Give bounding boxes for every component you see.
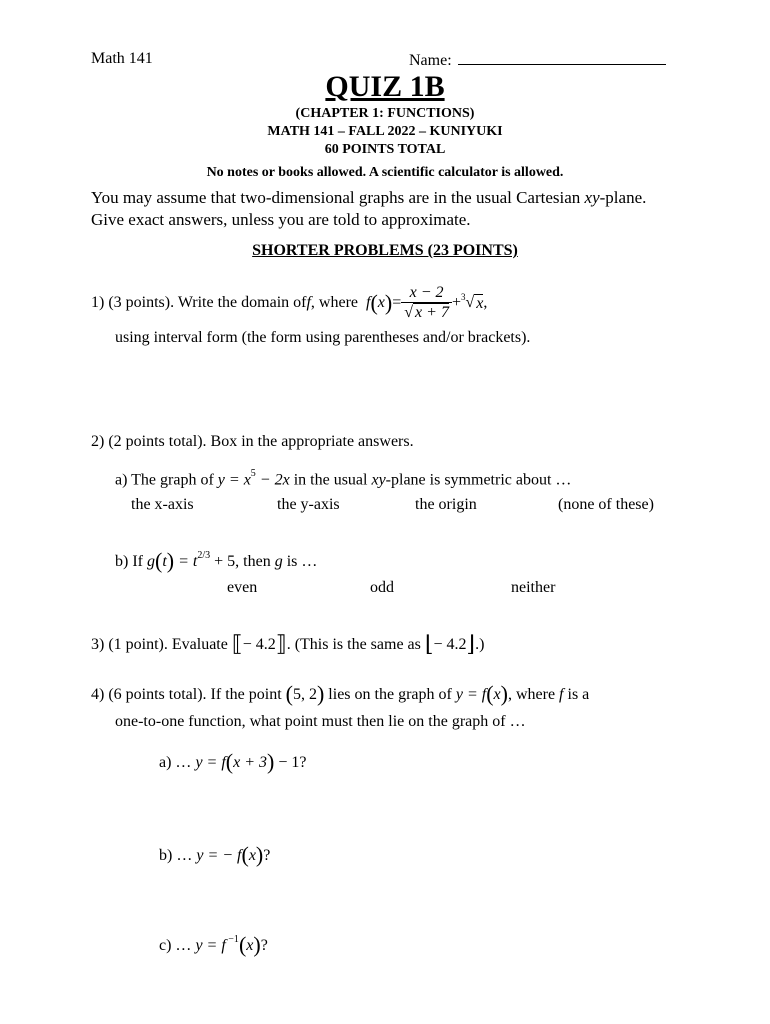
question-1-line-2: using interval form (the form using parentheses and/or brackets). <box>115 329 531 346</box>
question-3: 3) (1 point). Evaluate ⟦− 4.2⟧. (This is the same as ⌊− 4.2⌋.) <box>91 631 485 656</box>
question-2a: a) The graph of $y = x^5 - 2x$ in the usual xy-plane is symmetric about … <box>115 468 572 489</box>
points-total: 60 POINTS TOTAL <box>324 142 446 157</box>
chapter-subtitle: (CHAPTER 1: FUNCTIONS) <box>295 106 475 121</box>
choice-none[interactable]: (none of these) <box>558 496 654 513</box>
name-blank-line[interactable] <box>458 50 666 65</box>
course-label: Math 141 <box>91 50 153 67</box>
domain-fraction: $\frac{x - 2}{√ x + 7}$ <box>401 284 452 321</box>
choice-y-axis[interactable]: the y-axis <box>277 496 340 513</box>
question-2: 2) (2 points total). Box in the appropriate answers. <box>91 433 414 450</box>
course-term-subtitle: MATH 141 – FALL 2022 – KUNIYUKI <box>267 124 503 139</box>
question-4: 4) (6 points total). If the point (5, 2) lies on the graph of y = f(x), where f is a <box>91 681 590 706</box>
question-4a: a) … y = f(x + 3) − 1? <box>159 749 307 774</box>
choice-neither[interactable]: neither <box>511 579 556 596</box>
section-heading: SHORTER PROBLEMS (23 POINTS) <box>252 242 518 259</box>
choice-x-axis[interactable]: the x-axis <box>131 496 194 513</box>
choice-even[interactable]: even <box>227 579 258 596</box>
question-4-line-2: one-to-one function, what point must then lie on the graph of … <box>115 713 526 730</box>
intro-line-1: You may assume that two-dimensional graphs are in the usual Cartesian xy-plane. <box>91 188 647 207</box>
choice-origin[interactable]: the origin <box>415 496 477 513</box>
intro-line-2: Give exact answers, unless you are told to approximate. <box>91 210 471 229</box>
question-4c: c) … y = f $^{-1}$(x)? <box>159 932 268 957</box>
question-2b: b) If $g(t) = t^{2/3} + 5$, then g is … <box>115 548 318 573</box>
question-4b: b) … y = − f(x)? <box>159 842 271 867</box>
quiz-title: QUIZ 1B <box>325 70 445 103</box>
choice-odd[interactable]: odd <box>370 579 394 596</box>
question-1: 1) (3 points). Write the domain of f , where f ( x ) = $\frac{x - 2}{√ x + 7}$ + $^3$ √ x , <box>91 284 488 321</box>
name-field[interactable] <box>409 50 666 70</box>
name-label: Name: <box>409 52 452 69</box>
rules-note: No notes or books allowed. A scientific calculator is allowed. <box>206 165 564 180</box>
